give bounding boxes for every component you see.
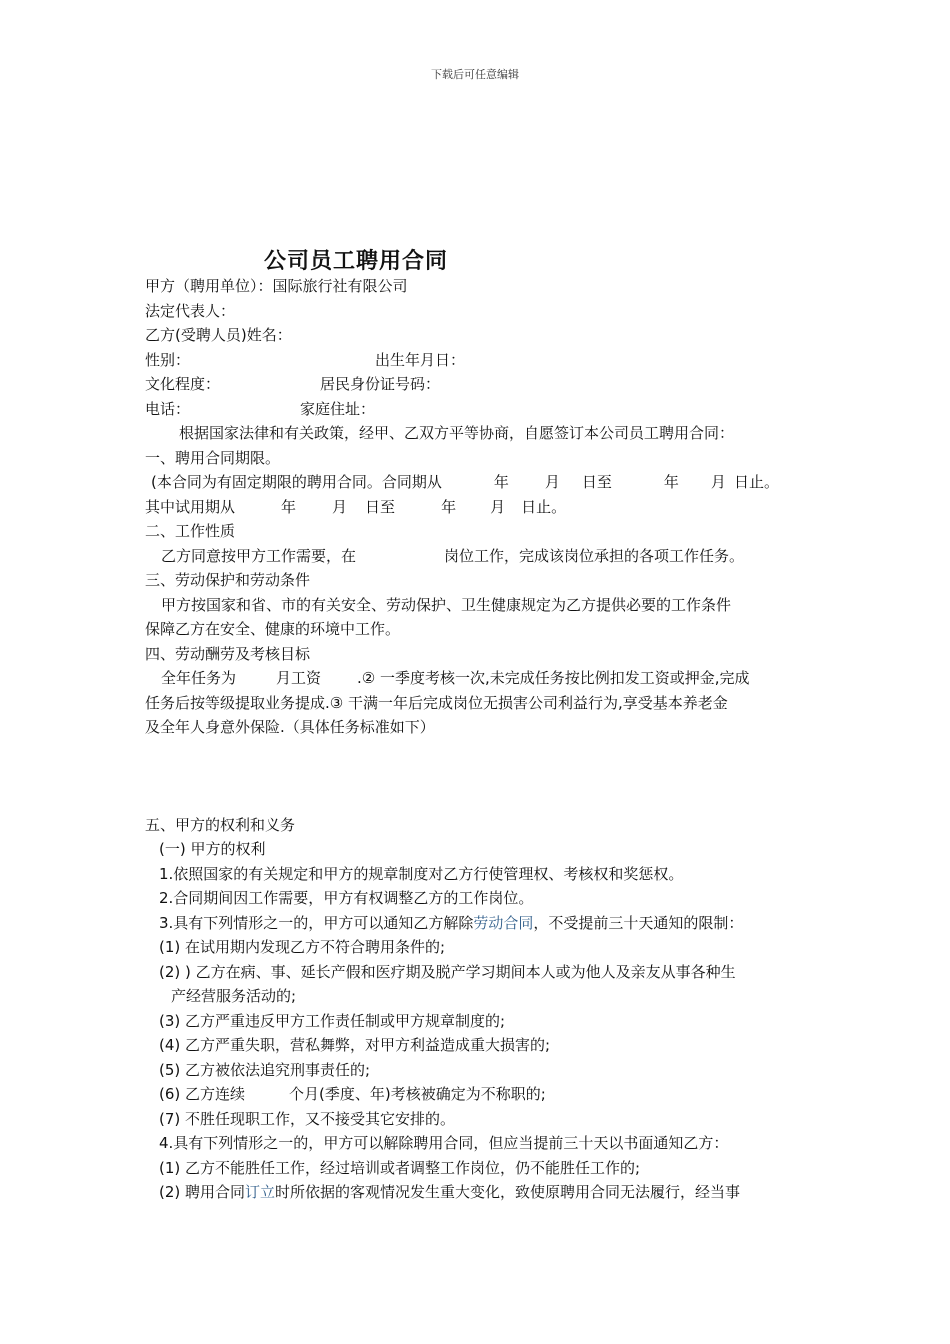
section-3-heading: 三、劳动保护和劳动条件 [145, 571, 311, 589]
work-nature-line [145, 544, 825, 569]
right-4-case-2 [145, 1180, 825, 1205]
id-label: 居民身份证号码： [320, 375, 441, 393]
right-3-text-b: ，不受提前三十天通知的限制： [533, 913, 744, 932]
right-3-case-3: (3) 乙方严重违反甲方工作责任制或甲方规章制度的; [159, 1011, 506, 1030]
case-6-text-a: (6) 乙方连续 [159, 1085, 246, 1103]
probation-day-1: 日至 [365, 497, 396, 516]
party-a-right-1: 1.依照国家的有关规定和甲方的规章制度对乙方行使管理权、考核权和奖惩权。 [159, 864, 684, 883]
contract-period-text: (本合同为有固定期限的聘用合同。合同期从 [151, 473, 442, 491]
monthly-salary-label: 月工资 [276, 669, 322, 687]
section-2-heading: 二、工作性质 [145, 522, 236, 540]
right-3-case-6 [145, 1082, 825, 1107]
right-4-case-2-text-a: (2) 聘用合同 [159, 1183, 246, 1201]
right-4-case-1: (1) 乙方不能胜任工作，经过培训或者调整工作岗位，仍不能胜任工作的; [159, 1158, 641, 1177]
work-nature-text-a: 乙方同意按甲方工作需要，在 [161, 546, 357, 565]
remuneration-line-1 [145, 666, 825, 691]
section-4-heading: 四、劳动酬劳及考核目标 [145, 644, 311, 663]
right-3-case-2: (2) ) 乙方在病、事、延长产假和医疗期及脱产学习期间本人或为他人及亲友从事各种生 [159, 962, 736, 981]
probation-year-2: 年 [441, 497, 457, 516]
probation-year-1: 年 [281, 497, 297, 516]
section-5-sub-1: (一) 甲方的权利 [159, 840, 266, 858]
annual-task-label: 全年任务为 [161, 669, 237, 687]
right-3-case-4: (4) 乙方严重失职，营私舞弊，对甲方利益造成重大损害的; [159, 1036, 551, 1054]
contract-period-line [145, 470, 825, 495]
right-3-case-1: (1) 在试用期内发现乙方不符合聘用条件的; [159, 938, 446, 956]
remuneration-line-3: 及全年人身意外保险.（具体任务标准如下） [145, 718, 435, 736]
education-id-line [145, 372, 825, 397]
phone-label: 电话： [145, 399, 191, 418]
labor-protection-line-1: 甲方按国家和省、市的有关安全、劳动保护、卫生健康规定为乙方提供必要的工作条件 [161, 595, 732, 614]
blank-gap [145, 740, 825, 813]
party-b-name-line: 乙方(受聘人员)姓名： [145, 326, 292, 344]
contract-body [145, 274, 825, 1205]
birth-label: 出生年月日： [375, 350, 466, 369]
labor-protection-line-2: 保障乙方在安全、健康的环境中工作。 [145, 620, 401, 638]
gender-label: 性别： [145, 350, 191, 369]
probation-line [145, 495, 825, 520]
party-a-right-3 [145, 911, 825, 936]
period-month-1: 月 [544, 473, 560, 491]
work-nature-text-b: 岗位工作，完成该岗位承担的各项工作任务。 [444, 546, 745, 565]
probation-month-2: 月 [490, 497, 506, 516]
intro-paragraph: 根据国家法律和有关政策，经甲、乙双方平等协商，自愿签订本公司员工聘用合同： [179, 424, 735, 442]
probation-month-1: 月 [332, 497, 348, 516]
party-a-line: 甲方（聘用单位）：国际旅行社有限公司 [145, 277, 408, 295]
education-label: 文化程度： [145, 375, 221, 393]
period-month-2: 月 [710, 473, 726, 491]
case-6-text-b: 个月(季度、年)考核被确定为不称职的; [289, 1085, 546, 1103]
probation-text: 其中试用期从 [145, 497, 236, 516]
document-title: 公司员工聘用合同 [264, 249, 449, 274]
header-note: 下载后可任意编辑 [431, 68, 519, 81]
period-day-2: 日止。 [733, 473, 779, 491]
gender-birth-line [145, 348, 825, 373]
remuneration-line-2: 任务后按等级提取业务提成.③ 干满一年后完成岗位无损害公司利益行为,享受基本养老金 [145, 693, 728, 712]
labor-contract-link[interactable]: 劳动合同 [473, 913, 534, 932]
section-5-heading: 五、甲方的权利和义务 [145, 815, 296, 834]
legal-rep-line: 法定代表人： [145, 301, 236, 320]
period-year-2: 年 [663, 473, 679, 491]
right-3-case-7: (7) 不胜任现职工作，又不接受其它安排的。 [159, 1109, 456, 1128]
party-a-right-2: 2.合同期间因工作需要，甲方有权调整乙方的工作岗位。 [159, 889, 534, 907]
period-day-1: 日至 [581, 473, 612, 491]
right-3-text-a: 3.具有下列情形之一的，甲方可以通知乙方解除 [159, 913, 474, 932]
remuneration-text-c: .② 一季度考核一次,未完成任务按比例扣发工资或押金,完成 [357, 669, 750, 687]
right-3-case-5: (5) 乙方被依法追究刑事责任的; [159, 1060, 371, 1079]
establish-link[interactable]: 订立 [245, 1183, 276, 1201]
period-year-1: 年 [493, 473, 509, 491]
section-1-heading: 一、聘用合同期限。 [145, 448, 281, 467]
party-a-right-4: 4.具有下列情形之一的，甲方可以解除聘用合同，但应当提前三十天以书面通知乙方： [159, 1134, 729, 1152]
right-4-case-2-text-b: 时所依据的客观情况发生重大变化，致使原聘用合同无法履行，经当事 [275, 1183, 741, 1201]
phone-address-line [145, 397, 825, 422]
probation-day-2: 日止。 [521, 497, 567, 516]
right-3-case-2-cont: 产经营服务活动的; [171, 987, 297, 1005]
address-label: 家庭住址： [300, 399, 376, 418]
